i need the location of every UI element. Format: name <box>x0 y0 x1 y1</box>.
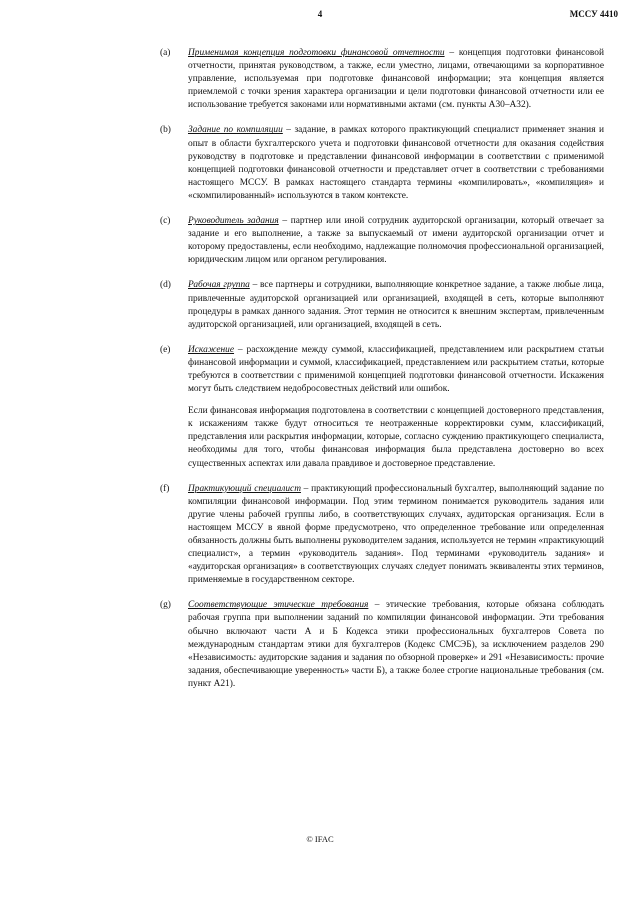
definition-description: – этические требования, которые обязана соблюдать рабочая группа при выполнении заданий по компиляции финансовой информации. Эти требования обычно включают части А и Б Кодекса этики профессиональных бухгалтеров Совета по международным стандартам этики для бухгалтеров (Кодекс СМСЭБ), за исключением разделов 290 «Независимость: аудиторские задания и задания по обзорной проверке» и 291 «Независимость: прочие задания, обеспечивающие уверенность» части Б), а также более строгие национальные требования (см. пункт А21). <box>188 600 604 689</box>
definition-item <box>160 483 604 588</box>
definition-text <box>188 344 604 396</box>
definition-body <box>188 215 604 267</box>
definition-letter: (e) <box>160 344 171 355</box>
definition-description: – задание, в рамках которого практикующий специалист применяет знания и опыт в области бухгалтерского учета и подготовки финансовой отчетности для оказания содействия руководству в подготовке и представлении финансовой информации в соответствии с применимой концепцией подготовки финансовой отчетности и представляет отчет в соответствии с требованиями настоящего МССУ. В рамках настоящего стандарта термины «компилировать», «компиляция» и «скомпилированный» используются в таком контексте. <box>188 125 605 201</box>
definition-term: Применимая концепция подготовки финансовой отчетности <box>188 48 445 58</box>
definition-description: – партнер или иной сотрудник аудиторской организации, который отвечает за задание и его выполнение, а также за выпускаемый от имени аудиторской организации отчет и которому предоставлены, если необходимо, надлежащие полномочия профессиональной организацией, юридическим лицом или органом регулирования. <box>188 216 604 266</box>
definition-term: Искажение <box>188 344 235 355</box>
definition-item <box>160 279 604 331</box>
definition-text <box>188 124 604 203</box>
copyright-footer: © IFAC <box>306 834 334 844</box>
definition-item <box>160 599 604 691</box>
definition-term: Руководитель задания <box>188 216 279 227</box>
page-number: 4 <box>317 9 323 19</box>
definition-letter: (d) <box>160 280 171 291</box>
document-code: МССУ 4410 <box>569 9 618 19</box>
definition-letter: (c) <box>160 216 171 227</box>
definition-description: – концепция подготовки финансовой отчетности, принятая руководством, а также, если уместно, лицами, отвечающими за корпоративное управление, используемая при подготовке финансовой информации; эта концепция является приемлемой с точки зрения характера организации и цели подготовки финансовой отчетности или ее использование требуется законами или нормативными актами (см. пункты А30–А32). <box>188 48 604 111</box>
definition-body <box>188 344 604 471</box>
definition-term: Соответствующие этические требования <box>188 600 369 611</box>
definition-body <box>188 483 604 588</box>
definition-letter: (b) <box>160 125 171 136</box>
definition-body <box>188 599 604 691</box>
definition-item <box>160 47 604 112</box>
definition-term: Рабочая группа <box>188 280 250 291</box>
definition-term: Практикующий специалист <box>188 483 301 494</box>
definition-term: Задание по компиляции <box>188 125 283 136</box>
definition-item <box>160 215 604 267</box>
definition-text <box>188 483 604 588</box>
definition-letter: (g) <box>160 600 171 611</box>
definition-extra-paragraph: Если финансовая информация подготовлена в соответствии с концепцией достоверного представления, к искажениям также будут относиться те неотраженные корректировки сумм, классификаций, представления или раскрытия информации, которые, согласно суждению практикующего специалиста, необходимы для того, чтобы финансовая информация была представлена достоверно во всех существенных аспектах или давала правдивое и достоверное представление. <box>188 406 604 469</box>
definition-text <box>188 279 604 331</box>
definition-text <box>188 215 604 267</box>
definition-text <box>188 47 604 112</box>
definitions-list <box>160 47 604 703</box>
definition-item <box>160 344 604 471</box>
definition-description: – расхождение между суммой, классификацией, представлением или раскрытием статьи финансовой информации и суммой, классификацией, представлением или раскрытием статьи, которые требуются в соответствии с применимой концепцией подготовки финансовой отчетности. Искажения могут быть следствием недобросовестных действий или ошибок. <box>188 344 604 395</box>
definition-letter: (f) <box>160 483 170 494</box>
definition-body <box>188 124 604 203</box>
definition-letter: (a) <box>160 48 171 58</box>
definition-body <box>188 279 604 331</box>
definition-body <box>188 47 604 112</box>
definition-text <box>188 599 604 691</box>
definition-description: – практикующий профессиональный бухгалтер, выполняющий задание по компиляции финансовой информации. Под этим термином понимается руководитель задания или другие члены рабочей группы либо, в соответствующих случаях, аудиторская организация. Если в настоящем МССУ в явной форме предусмотрено, что определенное требование или определенная обязанность должны быть выполнены руководителем задания, используется не термин «практикующий специалист», а термин «руководитель задания». Под терминами «руководитель задания» и «аудиторская организация» в соответствующих случаях следует понимать эквиваленты этих терминов, применяемые в государственном секторе. <box>188 483 604 586</box>
definition-description: – все партнеры и сотрудники, выполняющие конкретное задание, а также любые лица, привлеченные аудиторской организацией или организацией, входящей в сеть, которые выполняют процедуры в рамках данного задания. Этот термин не относится к внешним экспертам, привлеченным аудиторской организацией, или организацией, входящей в сеть. <box>188 280 604 330</box>
definition-item <box>160 124 604 203</box>
